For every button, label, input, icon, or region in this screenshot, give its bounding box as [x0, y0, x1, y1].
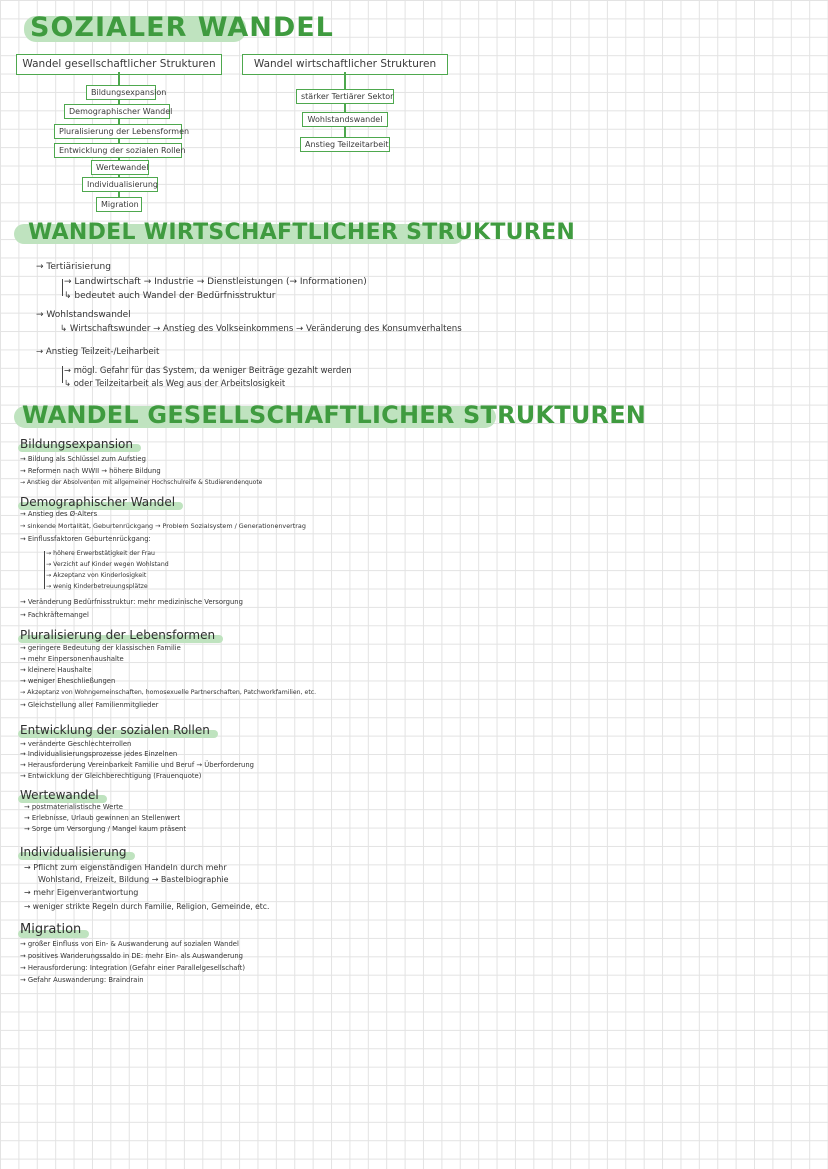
diagram-left-item: Entwicklung der sozialen Rollen: [54, 143, 182, 158]
demo-item: → sinkende Mortalität, Geburtenrückgang → Problem Sozialsystem / Generationenvertrag: [20, 522, 306, 530]
indiv-heading: Individualisierung: [20, 846, 127, 858]
plural-item: → weniger Eheschließungen: [20, 677, 116, 685]
teil-heading: → Anstieg Teilzeit-/Leiharbeit: [36, 347, 160, 357]
rollen-item: → Herausforderung Vereinbarkeit Familie und Beruf → Überforderung: [20, 761, 254, 769]
indiv-item: Wohlstand, Freizeit, Bildung → Bastelbiographie: [38, 875, 229, 884]
tert-line-1: → Landwirtschaft → Industrie → Dienstleistungen (→ Informationen): [64, 277, 367, 287]
diagram-left-item: Wertewandel: [91, 160, 149, 175]
werte-heading: Wertewandel: [20, 789, 99, 801]
migr-heading: Migration: [20, 923, 81, 936]
teil-line-2: ↳ oder Teilzeitarbeit als Weg aus der Arbeitslosigkeit: [64, 378, 286, 388]
tert-line-2: ↳ bedeutet auch Wandel der Bedürfnisstruktur: [64, 291, 276, 301]
diagram-left-item: Bildungsexpansion: [86, 85, 156, 100]
diagram-left-item: Demographischer Wandel: [64, 104, 170, 119]
werte-item: → postmaterialistische Werte: [24, 803, 123, 811]
plural-item: → geringere Bedeutung der klassischen Familie: [20, 644, 181, 652]
wohl-heading: → Wohlstandswandel: [36, 310, 131, 320]
tert-bracket: [62, 279, 63, 296]
section2-title: WANDEL WIRTSCHAFTLICHER STRUKTUREN: [28, 220, 576, 245]
tert-heading: → Tertiärisierung: [36, 262, 111, 272]
werte-item: → Sorge um Versorgung / Mangel kaum präsent: [24, 825, 186, 833]
diagram-right-item: Wohlstandswandel: [302, 112, 388, 127]
tert-text-1: Landwirtschaft → Industrie → Dienstleistungen (→ Informationen): [74, 277, 367, 287]
diagram-right-item: stärker Tertiärer Sektor: [296, 89, 394, 104]
wohl-line-1: ↳ Wirtschaftswunder → Anstieg des Volkseinkommens → Veränderung des Konsumverhaltens: [60, 324, 462, 334]
demo-sub-item: → Verzicht auf Kinder wegen Wohlstand: [46, 561, 169, 568]
bildung-heading: Bildungsexpansion: [20, 438, 133, 450]
rollen-item: → veränderte Geschlechterrollen: [20, 740, 132, 748]
main-title: SOZIALER WANDEL: [30, 12, 334, 43]
bildung-item: → Bildung als Schlüssel zum Aufstieg: [20, 455, 146, 463]
demo-bracket: [44, 551, 45, 589]
tert-text-2: bedeutet auch Wandel der Bedürfnisstruktur: [74, 291, 276, 301]
indiv-item: → weniger strikte Regeln durch Familie, Religion, Gemeinde, etc.: [24, 902, 270, 911]
plural-item: → kleinere Haushalte: [20, 666, 92, 674]
migr-item: → großer Einfluss von Ein- & Auswanderung auf sozialen Wandel: [20, 940, 239, 948]
migr-item: → Herausforderung: Integration (Gefahr einer Parallelgesellschaft): [20, 964, 246, 972]
werte-item: → Erlebnisse, Urlaub gewinnen an Stellenwert: [24, 814, 181, 822]
demo-sub-item: → Akzeptanz von Kinderlosigkeit: [46, 572, 147, 579]
teil-text-2: oder Teilzeitarbeit als Weg aus der Arbeitslosigkeit: [73, 378, 286, 388]
diagram-right-item: Anstieg Teilzeitarbeit: [300, 137, 390, 152]
diagram-left-item: Pluralisierung der Lebensformen: [54, 124, 182, 139]
demo-heading: Demographischer Wandel: [20, 496, 175, 508]
demo-sub-item: → wenig Kinderbetreuungsplätze: [46, 583, 148, 590]
plural-item: → Gleichstellung aller Familienmitglieder: [20, 701, 159, 709]
diagram-right-root: Wandel wirtschaftlicher Strukturen: [242, 54, 448, 75]
plural-heading: Pluralisierung der Lebensformen: [20, 629, 215, 641]
plural-item: → Akzeptanz von Wohngemeinschaften, homosexuelle Partnerschaften, Patchworkfamilien, etc.: [20, 689, 317, 696]
migr-item: → positives Wanderungssaldo in DE: mehr Ein- als Auswanderung: [20, 952, 243, 960]
indiv-item: → mehr Eigenverantwortung: [24, 888, 139, 897]
teil-bracket: [62, 366, 63, 383]
section3-title: WANDEL GESELLSCHAFTLICHER STRUKTUREN: [22, 401, 647, 429]
bildung-item: → Reformen nach WWII → höhere Bildung: [20, 467, 161, 475]
diagram-left-root: Wandel gesellschaftlicher Strukturen: [16, 54, 222, 75]
demo-sub-item: → höhere Erwerbstätigkeit der Frau: [46, 550, 155, 557]
rollen-item: → Entwicklung der Gleichberechtigung (Frauenquote): [20, 772, 202, 780]
rollen-item: → Individualisierungsprozesse jedes Einzelnen: [20, 750, 178, 758]
demo-item: → Einflussfaktoren Geburtenrückgang:: [20, 535, 151, 543]
plural-item: → mehr Einpersonenhaushalte: [20, 655, 124, 663]
migr-item: → Gefahr Auswanderung: Braindrain: [20, 976, 144, 984]
diagram-left-item: Migration: [96, 197, 142, 212]
teil-text-1: mögl. Gefahr für das System, da weniger Beiträge gezahlt werden: [73, 365, 352, 375]
rollen-heading: Entwicklung der sozialen Rollen: [20, 724, 210, 736]
demo-after-item: → Fachkräftemangel: [20, 611, 89, 619]
bildung-item: → Anstieg der Absolventen mit allgemeiner Hochschulreife & Studierendenquote: [20, 479, 263, 486]
demo-item: → Anstieg des Ø-Alters: [20, 510, 98, 518]
teil-line-1: → mögl. Gefahr für das System, da weniger Beiträge gezahlt werden: [64, 365, 352, 375]
diagram-right-connector: [344, 72, 346, 142]
demo-after-item: → Veränderung Bedürfnisstruktur: mehr medizinische Versorgung: [20, 598, 243, 606]
indiv-item: → Pflicht zum eigenständigen Handeln durch mehr: [24, 863, 227, 872]
diagram-left-item: Individualisierung: [82, 177, 158, 192]
